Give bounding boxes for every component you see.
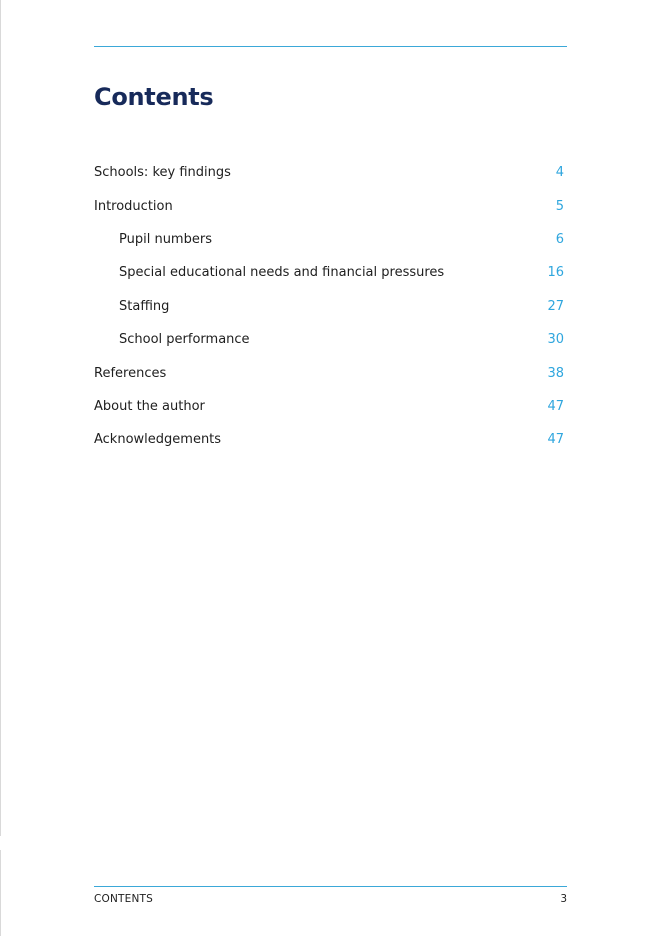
toc-entry-page: 47: [547, 432, 564, 448]
toc-entry-page: 30: [547, 332, 564, 348]
toc-entry-page: 6: [555, 231, 564, 247]
toc-entry-page: 38: [547, 365, 564, 381]
toc-entry-page: 5: [555, 198, 564, 214]
toc-entry-label: References: [94, 365, 167, 381]
toc-entry-staffing[interactable]: [94, 290, 564, 323]
toc-entry-introduction[interactable]: [94, 189, 564, 222]
toc-entry-label: Acknowledgements: [94, 432, 222, 448]
toc-entry-school-performance[interactable]: [94, 323, 564, 356]
toc-entry-page: 47: [547, 398, 564, 414]
toc-entry-label: Special educational needs and financial pressures: [119, 265, 445, 281]
page-edge: [0, 0, 1, 836]
toc-entry-label: Staffing: [119, 298, 170, 314]
toc-entry-label: Introduction: [94, 198, 173, 214]
footer-rule: [94, 886, 567, 887]
table-of-contents: [94, 156, 564, 457]
toc-entry-pupil-numbers[interactable]: [94, 223, 564, 256]
page-edge-lower: [0, 850, 1, 936]
toc-entry-label: About the author: [94, 398, 205, 414]
toc-entry-key-findings[interactable]: [94, 156, 564, 189]
page-title: Contents: [94, 83, 214, 111]
footer-section-label: CONTENTS: [94, 893, 154, 905]
toc-entry-label: Schools: key findings: [94, 165, 231, 181]
toc-entry-page: 27: [547, 298, 564, 314]
toc-entry-label: School performance: [119, 332, 250, 348]
toc-entry-page: 16: [547, 265, 564, 281]
toc-entry-about-the-author[interactable]: [94, 390, 564, 423]
toc-entry-page: 4: [555, 165, 564, 181]
toc-entry-label: Pupil numbers: [119, 231, 212, 247]
header-rule: [94, 46, 567, 47]
footer-page-number: 3: [560, 893, 567, 905]
toc-entry-references[interactable]: [94, 356, 564, 389]
toc-entry-acknowledgements[interactable]: [94, 423, 564, 456]
toc-entry-special-educational-needs[interactable]: [94, 256, 564, 289]
